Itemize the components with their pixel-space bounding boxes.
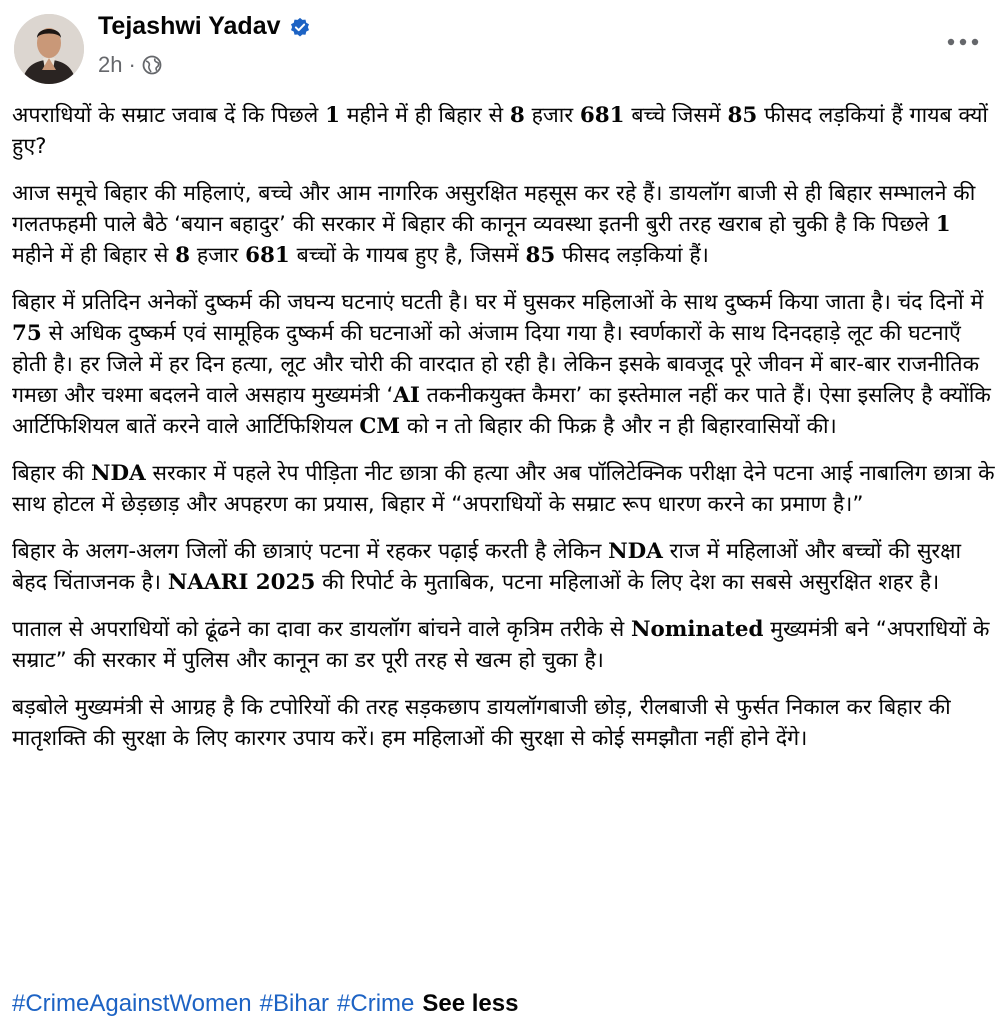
more-options-icon bbox=[947, 38, 979, 46]
bold-text: CM bbox=[359, 414, 401, 439]
text-run: पाताल से अपराधियों को ढूंढने का दावा कर डायलॉग बांचने वाले कृत्रिम तरीके से bbox=[12, 617, 631, 642]
text-run: बच्चों के गायब हुए है, जिसमें bbox=[289, 243, 526, 268]
bold-text: Nominated bbox=[630, 617, 764, 642]
bold-text: 1 bbox=[325, 103, 340, 128]
post-paragraph bbox=[12, 692, 996, 754]
bold-text: 75 bbox=[12, 321, 42, 346]
post-paragraph bbox=[12, 614, 996, 676]
profile-photo bbox=[14, 14, 84, 84]
verified-badge-icon bbox=[289, 16, 311, 38]
bold-text: 85 bbox=[727, 103, 758, 128]
text-run: बिहार की bbox=[12, 461, 91, 486]
text-run: बिहार के अलग-अलग जिलों की छात्राएं पटना में रहकर पढ़ाई करती है लेकिन bbox=[12, 539, 609, 564]
post-paragraph bbox=[12, 458, 996, 520]
text-run: फीसद लड़कियां हैं गायब क्यों हुए? bbox=[12, 103, 988, 159]
text-run: हजार bbox=[524, 103, 580, 128]
avatar[interactable] bbox=[14, 14, 84, 84]
text-run: की रिपोर्ट के मुताबिक, पटना महिलाओं के लिए देश का सबसे असुरक्षित शहर है। bbox=[315, 570, 940, 595]
post-header bbox=[0, 0, 1003, 100]
post-paragraph bbox=[12, 536, 996, 598]
text-run: महीने में ही बिहार से bbox=[12, 243, 176, 268]
text-run: अपराधियों के सम्राट जवाब दें कि पिछले bbox=[12, 103, 326, 128]
hashtag-link[interactable]: #Bihar bbox=[259, 990, 330, 1017]
text-run: बच्चे जिसमें bbox=[624, 103, 728, 128]
text-run: से अधिक दुष्कर्म एवं सामूहिक दुष्कर्म की घटनाओं को अंजाम दिया गया है। स्वर्णकारों के साथ दिनदहाड़े लूट की घटनाएँ होती है। हर जिले में हर दिन हत्या, लूट और चोरी की वारदात हो रही है। लेकिन इसके बावजूद पूरे जीवन में बार-बार राजनीतिक गमछा और चश्मा बदलने वाले असहाय मुख्यमंत्री ‘ bbox=[12, 321, 980, 408]
text-run: बड़बोले मुख्यमंत्री से आग्रह है कि टपोरियों की तरह सड़कछाप डायलॉगबाजी छोड़, रीलबाजी से फुर्सत निकाल कर बिहार की मातृशक्ति की सुरक्षा के लिए कारगर उपाय करें। हम महिलाओं की सुरक्षा से कोई समझौता नहीं होने देंगे। bbox=[12, 695, 951, 751]
hashtag-link[interactable]: #Crime bbox=[337, 990, 415, 1017]
bold-text: AI bbox=[393, 383, 420, 408]
text-run: सरकार में पहले रेप पीड़िता नीट छात्रा की हत्या और अब पॉलिटेक्निक परीक्षा देने पटना आई नाबालिग छात्रा के साथ होटल में छेड़छाड़ और अपहरण का प्रयास, बिहार में “अपराधियों के सम्राट रूप धारण करने का प्रमाण है।” bbox=[12, 461, 995, 517]
text-run: मुख्यमंत्री बने “अपराधियों के सम्राट” की सरकार में पुलिस और कानून का डर पूरी तरह से खत्म हो चुका है। bbox=[12, 617, 990, 673]
post-paragraph bbox=[12, 287, 996, 442]
text-run: आज समूचे बिहार की महिलाएं, बच्चे और आम नागरिक असुरक्षित महसूस कर रहे हैं। डायलॉग बाजी से ही बिहार सम्भालने की गलतफहमी पाले बैठे ‘बयान बहादुर’ की सरकार में बिहार की कानून व्यवस्था इतनी बुरी तरह खराब हो चुकी है कि पिछले bbox=[12, 181, 976, 237]
bold-text: 8 bbox=[509, 103, 525, 128]
text-run: फीसद लड़कियां हैं। bbox=[555, 243, 709, 268]
post-meta bbox=[98, 52, 162, 78]
bold-text: 85 bbox=[525, 243, 556, 268]
see-less-button[interactable]: See less bbox=[422, 990, 519, 1017]
bold-text: NAARI 2025 bbox=[167, 570, 316, 595]
bold-text: 1 bbox=[935, 212, 951, 237]
bold-text: NDA bbox=[90, 461, 146, 486]
meta-separator: · bbox=[128, 52, 136, 77]
hashtag-row bbox=[12, 988, 518, 1020]
author-name[interactable]: Tejashwi Yadav bbox=[98, 12, 281, 40]
text-run: महीने में ही बिहार से bbox=[339, 103, 510, 128]
hashtag-link[interactable]: #CrimeAgainstWomen bbox=[12, 990, 252, 1017]
text-run: बिहार में प्रतिदिन अनेकों दुष्कर्म की जघन्य घटनाएं घटती है। घर में घुसकर महिलाओं के साथ दुष्कर्म किया जाता है। चंद दिनों में bbox=[12, 290, 984, 315]
text-run: तकनीकयुक्त कैमरा’ का इस्तेमाल नहीं कर पाते हैं। ऐसा इसलिए है क्योंकि आर्टिफिशियल बातें करने वाले आर्टिफिशियल bbox=[12, 383, 991, 439]
author-name-row bbox=[98, 12, 311, 41]
bold-text: NDA bbox=[608, 539, 663, 564]
text-run: हजार bbox=[190, 243, 246, 268]
more-options-button[interactable] bbox=[943, 30, 983, 54]
post-paragraph bbox=[12, 100, 996, 162]
post-text bbox=[12, 100, 996, 770]
bold-text: 681 bbox=[579, 103, 625, 128]
text-run: राज में महिलाओं और बच्चों की सुरक्षा बेहद चिंताजनक है। bbox=[12, 539, 962, 595]
post-paragraph bbox=[12, 178, 996, 271]
text-run: को न तो बिहार की फिक्र है और न ही बिहारवासियों की। bbox=[400, 414, 837, 439]
bold-text: 8 bbox=[175, 243, 191, 268]
bold-text: 681 bbox=[245, 243, 290, 268]
globe-icon[interactable] bbox=[142, 55, 162, 75]
post-time[interactable]: 2h bbox=[98, 52, 123, 77]
